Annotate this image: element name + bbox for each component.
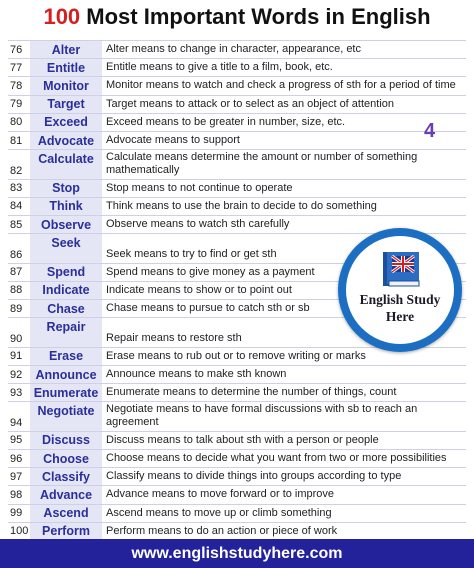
table-row (8, 150, 466, 180)
word: Discuss (30, 432, 102, 449)
table-row (8, 384, 466, 402)
logo-line-2: Here (385, 309, 415, 324)
definition: Discuss means to talk about sth with a person or people (106, 433, 379, 446)
table-row (8, 366, 466, 384)
row-number: 79 (10, 98, 23, 111)
word: Think (30, 198, 102, 215)
word: Classify (30, 468, 102, 485)
word: Perform (30, 523, 102, 540)
definition: Advocate means to support (106, 134, 240, 147)
word: Repair (30, 318, 102, 347)
word: Target (30, 96, 102, 113)
row-number: 92 (10, 368, 23, 381)
row-number: 96 (10, 452, 23, 465)
row-number: 88 (10, 284, 23, 297)
word: Advance (30, 486, 102, 503)
definition: Ascend means to move up or climb something (106, 506, 332, 519)
word: Choose (30, 450, 102, 467)
row-number: 82 (10, 164, 23, 177)
row-number: 77 (10, 61, 23, 74)
definition: Choose means to decide what you want from two or more possibilities (106, 452, 447, 465)
table-row (8, 486, 466, 504)
table-row (8, 505, 466, 523)
definition: Chase means to pursue to catch sth or sb (106, 302, 310, 315)
row-number: 90 (10, 332, 23, 345)
definition: Stop means to not continue to operate (106, 181, 293, 194)
word: Spend (30, 264, 102, 281)
table-row (8, 198, 466, 216)
row-number: 93 (10, 386, 23, 399)
row-number: 98 (10, 488, 23, 501)
title-text: Most Important Words in English (80, 4, 431, 29)
row-number: 100 (10, 525, 29, 538)
row-number: 99 (10, 507, 23, 520)
table-row (8, 180, 466, 198)
table-row (8, 96, 466, 114)
row-number: 94 (10, 416, 23, 429)
page-number: 4 (424, 120, 436, 142)
definition: Entitle means to give a title to a film, book, etc. (106, 61, 333, 74)
row-number: 95 (10, 434, 23, 447)
row-number: 84 (10, 200, 23, 213)
row-number: 91 (10, 350, 23, 363)
row-number: 81 (10, 134, 23, 147)
row-number: 83 (10, 182, 23, 195)
word: Monitor (30, 77, 102, 94)
word: Entitle (30, 59, 102, 76)
logo-text (346, 291, 454, 325)
footer-url[interactable]: www.englishstudyhere.com (0, 539, 474, 568)
row-number: 89 (10, 302, 23, 315)
word: Alter (30, 41, 102, 58)
word: Erase (30, 348, 102, 365)
definition: Indicate means to show or to point out (106, 283, 292, 296)
word: Calculate (30, 150, 102, 179)
word: Observe (30, 216, 102, 233)
table-row (8, 432, 466, 450)
table-row (8, 468, 466, 486)
row-number: 85 (10, 218, 23, 231)
book-flag-icon (346, 236, 454, 296)
definition: Spend means to give money as a payment (106, 265, 315, 278)
definition: Calculate means determine the amount or number of something mathematically (106, 151, 418, 177)
definition: Negotiate means to have formal discussions with sb to reach an agreement (106, 403, 418, 429)
definition: Erase means to rub out or to remove writing or marks (106, 349, 366, 362)
row-number: 76 (10, 43, 23, 56)
table-row (8, 114, 466, 132)
definition: Target means to attack or to select as an object of attention (106, 97, 394, 110)
word: Advocate (30, 132, 102, 149)
word: Exceed (30, 114, 102, 131)
word: Seek (30, 234, 102, 263)
row-number: 78 (10, 79, 23, 92)
row-number: 80 (10, 116, 23, 129)
row-number: 97 (10, 470, 23, 483)
word: Enumerate (30, 384, 102, 401)
definition: Enumerate means to determine the number of things, count (106, 386, 397, 399)
english-study-here-logo (338, 228, 462, 352)
definition: Classify means to divide things into groups according to type (106, 470, 402, 483)
logo-line-1: English Study (359, 292, 441, 307)
word: Announce (30, 366, 102, 383)
word: Indicate (30, 282, 102, 299)
title-number: 100 (43, 4, 81, 29)
definition: Observe means to watch sth carefully (106, 218, 290, 231)
table-row (8, 450, 466, 468)
definition: Advance means to move forward or to improve (106, 488, 335, 501)
definition: Perform means to do an action or piece of work (106, 524, 338, 537)
definition: Monitor means to watch and check a progress of sth for a period of time (106, 79, 456, 92)
table-row (8, 77, 466, 95)
word: Ascend (30, 505, 102, 522)
word: Chase (30, 300, 102, 317)
definition: Announce means to make sth known (106, 368, 287, 381)
table-row (8, 41, 466, 59)
table-row (8, 59, 466, 77)
row-number: 87 (10, 266, 23, 279)
page-title (0, 0, 474, 34)
definition: Alter means to change in character, appearance, etc (106, 43, 361, 56)
row-number: 86 (10, 248, 23, 261)
definition: Seek means to try to find or get sth (106, 247, 277, 260)
definition: Think means to use the brain to decide to do something (106, 199, 377, 212)
table-row (8, 132, 466, 150)
table-row (8, 402, 466, 432)
word: Negotiate (30, 402, 102, 431)
definition: Exceed means to be greater in number, size, etc. (106, 115, 346, 128)
definition: Repair means to restore sth (106, 331, 242, 344)
word: Stop (30, 180, 102, 197)
logo-inner-circle (346, 236, 454, 344)
